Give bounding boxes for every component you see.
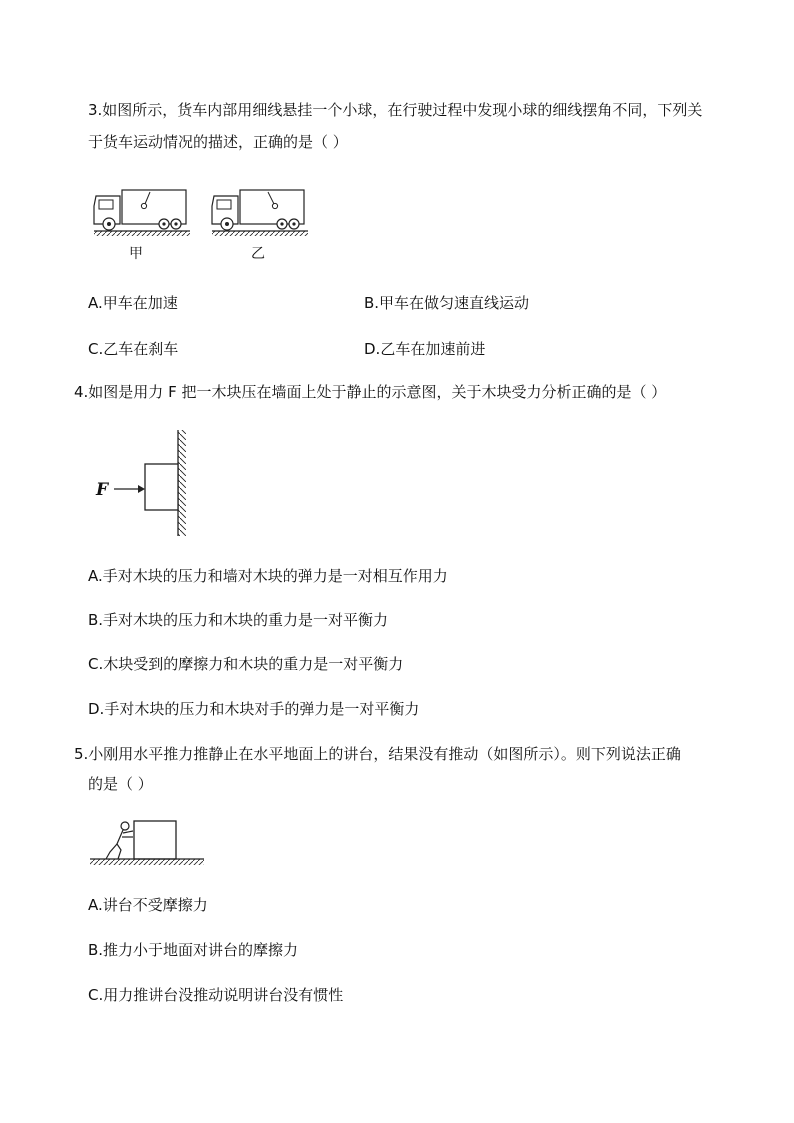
q4-fig-label-f: F (96, 480, 109, 500)
q4-block-wall-figure (108, 428, 200, 540)
q3-option-d: D.乙车在加速前进 (364, 340, 486, 358)
wooden-block (145, 464, 178, 510)
q3-option-b: B.甲车在做匀速直线运动 (364, 294, 530, 312)
person-pushing (106, 822, 133, 859)
q4-option-b: B.手对木块的压力和木块的重力是一对平衡力 (88, 611, 389, 629)
q4-option-d: D.手对木块的压力和木块对手的弹力是一对平衡力 (88, 700, 420, 718)
q3-fig-label-jia: 甲 (129, 246, 143, 262)
q5-option-b: B.推力小于地面对讲台的摩擦力 (88, 941, 299, 959)
truck-yi (212, 190, 308, 236)
q4-option-c: C.木块受到的摩擦力和木块的重力是一对平衡力 (88, 655, 404, 673)
q3-trucks-figure (90, 178, 320, 268)
force-arrow-head (138, 485, 145, 493)
q3-stem-line1: 3.如图所示，货车内部用细线悬挂一个小球，在行驶过程中发现小球的细线摆角不同，下列关 (88, 101, 703, 119)
q3-stem-line2: 于货车运动情况的描述，正确的是（ ） (88, 133, 348, 151)
q4-option-a: A.手对木块的压力和墙对木块的弹力是一对相互作用力 (88, 567, 448, 585)
q5-option-a: A.讲台不受摩擦力 (88, 896, 208, 914)
wall-hatching (178, 430, 186, 536)
q5-option-c: C.用力推讲台没推动说明讲台没有惯性 (88, 986, 344, 1004)
q5-stem-line2: 的是（ ） (88, 775, 153, 793)
q5-stem-line1: 5.小刚用水平推力推静止在水平地面上的讲台，结果没有推动（如图所示）。则下列说法正确 (74, 745, 681, 763)
q3-fig-label-yi: 乙 (251, 246, 265, 262)
q4-stem: 4.如图是用力 F 把一木块压在墙面上处于静止的示意图，关于木块受力分析正确的是（ ） (74, 383, 667, 401)
truck-jia (94, 190, 190, 236)
podium-box (134, 821, 176, 859)
q3-option-a: A.甲车在加速 (88, 294, 178, 312)
q3-option-c: C.乙车在刹车 (88, 340, 179, 358)
ground-hatching (90, 859, 204, 865)
q5-push-podium-figure (88, 816, 208, 870)
